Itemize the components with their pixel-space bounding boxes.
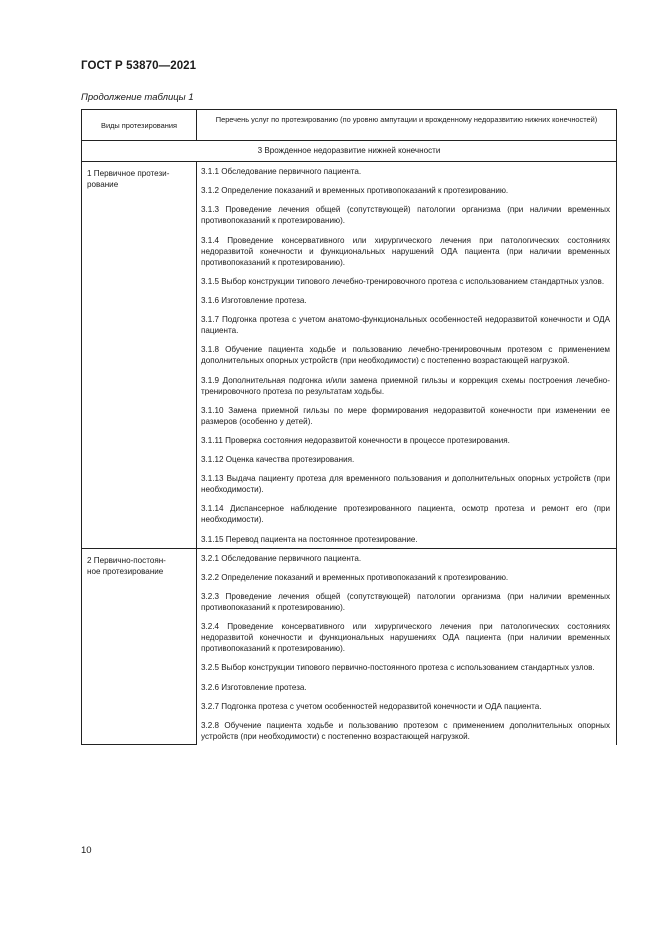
service-item: 3.2.5 Выбор конструкции типового первично-постоянного протеза с использованием стандартных узлов. bbox=[201, 663, 595, 673]
section-title: 3 Врожденное недоразвитие нижней конечности bbox=[82, 141, 617, 162]
service-item: 3.1.7 Подгонка протеза с учетом анатомо-функциональных особенностей недоразвитой конечности и ОДА пациента. bbox=[201, 315, 610, 336]
kind-cell bbox=[82, 548, 197, 745]
service-item: 3.2.4 Проведение консервативного или хирургического лечения при патологических состояниях недоразвитой конечности и функциональных нарушениях ОДА пациента (при наличии временных противопоказаний к протезированию). bbox=[201, 622, 610, 654]
service-item: 3.2.3 Проведение лечения общей (сопутствующей) патологии организма (при наличии временных противопоказаний к протезированию). bbox=[201, 592, 610, 612]
service-item: 3.2.7 Подгонка протеза с учетом особенностей недоразвитой конечности и ОДА пациента. bbox=[201, 701, 542, 711]
column-header-kinds: Виды протезирования bbox=[82, 110, 197, 141]
service-item: 3.2.2 Определение показаний и временных противопоказаний к протезированию. bbox=[201, 572, 509, 582]
kind-label: 1 Первичное протези- рование bbox=[87, 169, 170, 189]
table-continuation-caption: Продолжение таблицы 1 bbox=[81, 92, 194, 103]
services-table bbox=[81, 109, 617, 745]
group-row-primary bbox=[82, 162, 617, 549]
service-item: 3.2.1 Обследование первичного пациента. bbox=[201, 553, 362, 563]
service-item: 3.1.3 Проведение лечения общей (сопутствующей) патологии организма (при наличии временных противопоказаний к протезированию). bbox=[201, 205, 610, 226]
document-code: ГОСТ Р 53870—2021 bbox=[81, 60, 197, 72]
service-item: 3.1.13 Выдача пациенту протеза для временного пользования и дополнительных опорных устройств (при необходимости). bbox=[201, 474, 610, 495]
service-item: 3.1.11 Проверка состояния недоразвитой конечности в процессе протезирования. bbox=[201, 435, 510, 445]
service-item: 3.1.9 Дополнительная подгонка и/или замена приемной гильзы и коррекция схемы построения лечебно-тренировочного протеза по результатам ходьбы. bbox=[201, 375, 610, 396]
page-number: 10 bbox=[81, 845, 92, 856]
service-item: 3.1.1 Обследование первичного пациента. bbox=[201, 167, 362, 176]
kind-label: 2 Первично-постоян- ное протезирование bbox=[87, 555, 166, 576]
service-item: 3.1.8 Обучение пациента ходьбе и пользованию лечебно-тренировочным протезом с применением дополнительных опорных устройств (при необходимости) с постепенно возрастающей нагрузкой. bbox=[201, 345, 610, 366]
items-cell bbox=[197, 162, 617, 549]
service-item: 3.1.14 Диспансерное наблюдение протезированного пациента, осмотр протеза и ремонт его (при необходимости). bbox=[201, 504, 610, 525]
table-header-row bbox=[82, 110, 617, 141]
group-row-primary-permanent bbox=[82, 548, 617, 745]
service-item: 3.1.10 Замена приемной гильзы по мере формирования недоразвитой конечности при изменении ее размеров (особенно у детей). bbox=[201, 405, 610, 426]
service-item: 3.1.6 Изготовление протеза. bbox=[201, 295, 307, 305]
service-item: 3.2.6 Изготовление протеза. bbox=[201, 682, 307, 692]
items-cell bbox=[197, 548, 617, 745]
service-item: 3.1.4 Проведение консервативного или хирургического лечения при патологических состояниях недоразвитой конечности и функциональных нарушений ОДА пациента (при наличии временных противопоказаний к протезированию). bbox=[201, 235, 610, 267]
kind-cell bbox=[82, 162, 197, 549]
service-item: 3.1.12 Оценка качества протезирования. bbox=[201, 455, 355, 465]
service-item: 3.1.5 Выбор конструкции типового лечебно-тренировочного протеза с использованием стандартных узлов. bbox=[201, 276, 605, 286]
service-item: 3.2.8 Обучение пациента ходьбе и пользованию протезом с применением дополнительных опорных устройств (при необходимости) с постепенно возрастающей нагрузкой. bbox=[201, 720, 610, 741]
section-row bbox=[82, 141, 617, 162]
column-header-services: Перечень услуг по протезированию (по уровню ампутации и врожденному недоразвитию нижних конечностей) bbox=[197, 110, 617, 141]
service-item: 3.1.2 Определение показаний и временных противопоказаний к протезированию. bbox=[201, 186, 509, 196]
service-item: 3.1.15 Перевод пациента на постоянное протезирование. bbox=[201, 534, 418, 544]
